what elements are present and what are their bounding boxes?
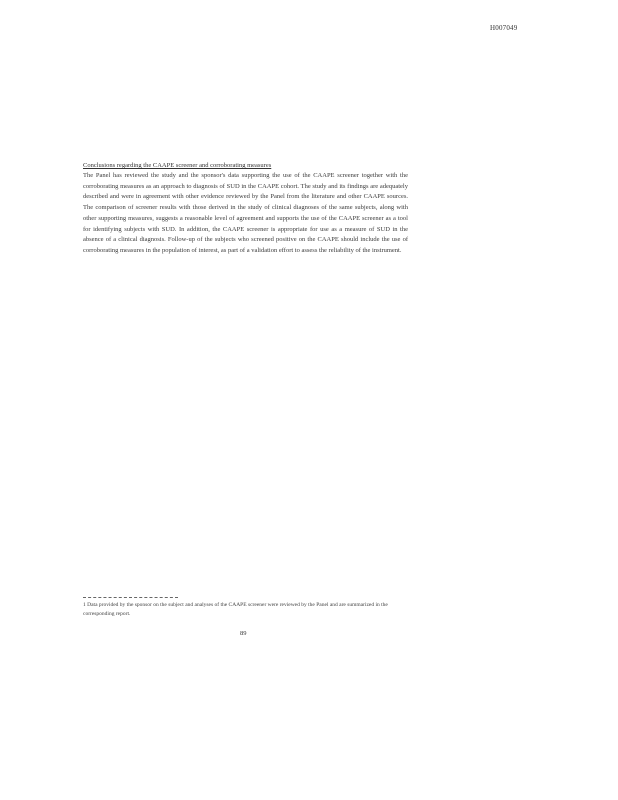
document-id: H007049 (490, 24, 518, 32)
footnote-divider (83, 597, 178, 598)
page-number: 89 (240, 630, 247, 637)
section-heading: Conclusions regarding the CAAPE screener and corroborating measures (83, 162, 272, 169)
body-paragraph: The Panel has reviewed the study and the sponsor's data supporting the use of the CAAPE screener together with the corroborating measures as an approach to diagnosis of SUD in the CAAPE cohort. The study and its findings are adequately described and were in agreement with other evidence reviewed by the Panel from the literature and other CAAPE sources. The comparison of screener results with those derived in the study of clinical diagnoses of the same subjects, along with other supporting measures, suggests a reasonable level of agreement and supports the use of the CAAPE screener as a tool for identifying subjects with SUD. In addition, the CAAPE screener is appropriate for use as a measure of SUD in the absence of a clinical diagnosis. Follow-up of the subjects who screened positive on the CAAPE should include the use of corroborating measures in the population of interest, as part of a validation effort to assess the reliability of the instrument. (83, 172, 408, 254)
section (83, 162, 408, 257)
footnote: 1 Data provided by the sponsor on the subject and analyses of the CAAPE screener were reviewed by the Panel and are summarized in the corresponding report. (83, 602, 388, 617)
